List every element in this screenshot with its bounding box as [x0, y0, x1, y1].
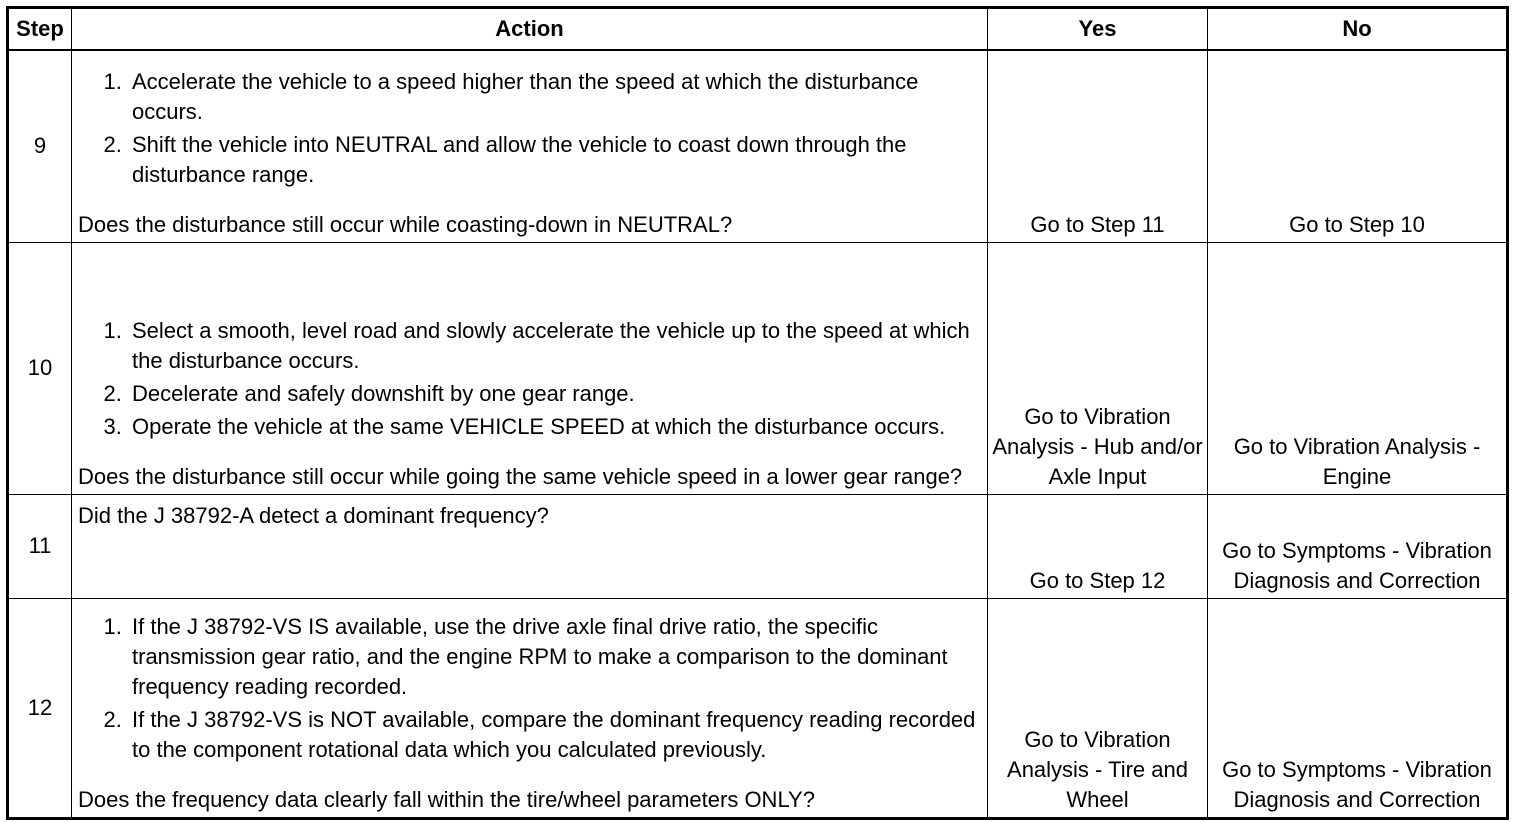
yes-cell: Go to Step 11 — [988, 50, 1208, 242]
no-cell: Go to Symptoms - Vibration Diagnosis and Correction — [1208, 598, 1508, 818]
action-cell — [72, 50, 988, 242]
list-item: 2. If the J 38792-VS is NOT available, compare the dominant frequency reading recorded to the component rotational data which you calculated previously. — [128, 705, 981, 765]
step-number: 10 — [8, 242, 72, 494]
action-list — [78, 316, 981, 442]
step-number: 11 — [8, 494, 72, 598]
table-row — [8, 494, 1508, 598]
question-text: Did the J 38792-A detect a dominant frequency? — [78, 502, 549, 528]
header-action: Action — [72, 8, 988, 51]
action-list — [78, 67, 981, 190]
step-number: 12 — [8, 598, 72, 818]
no-cell: Go to Vibration Analysis - Engine — [1208, 242, 1508, 494]
list-item: 1. Select a smooth, level road and slowly accelerate the vehicle up to the speed at which the disturbance occurs. — [128, 316, 981, 376]
list-item: 2. Shift the vehicle into NEUTRAL and allow the vehicle to coast down through the disturbance range. — [128, 130, 981, 190]
header-yes: Yes — [988, 8, 1208, 51]
action-cell — [72, 242, 988, 494]
list-item: 1. Accelerate the vehicle to a speed higher than the speed at which the disturbance occurs. — [128, 67, 981, 127]
header-no: No — [1208, 8, 1508, 51]
no-cell: Go to Symptoms - Vibration Diagnosis and Correction — [1208, 494, 1508, 598]
header-row — [8, 8, 1508, 51]
action-cell — [72, 494, 988, 598]
table-row — [8, 598, 1508, 818]
no-cell: Go to Step 10 — [1208, 50, 1508, 242]
question-text: Does the disturbance still occur while going the same vehicle speed in a lower gear range? — [78, 463, 963, 489]
header-step: Step — [8, 8, 72, 51]
yes-cell: Go to Vibration Analysis - Tire and Wheel — [988, 598, 1208, 818]
question-text: Does the disturbance still occur while coasting-down in NEUTRAL? — [78, 211, 733, 237]
table-row — [8, 242, 1508, 494]
action-cell — [72, 598, 988, 818]
question-text: Does the frequency data clearly fall within the tire/wheel parameters ONLY? — [78, 786, 815, 812]
action-list — [78, 612, 981, 765]
list-item: 3. Operate the vehicle at the same VEHICLE SPEED at which the disturbance occurs. — [128, 412, 981, 442]
step-number: 9 — [8, 50, 72, 242]
table-row — [8, 50, 1508, 242]
list-item: 1. If the J 38792-VS IS available, use the drive axle final drive ratio, the specific transmission gear ratio, and the engine RPM to make a comparison to the dominant frequency reading recorded. — [128, 612, 981, 702]
diagnostic-table — [6, 6, 1509, 820]
list-item: 2. Decelerate and safely downshift by one gear range. — [128, 379, 981, 409]
yes-cell: Go to Vibration Analysis - Hub and/or Axle Input — [988, 242, 1208, 494]
yes-cell: Go to Step 12 — [988, 494, 1208, 598]
